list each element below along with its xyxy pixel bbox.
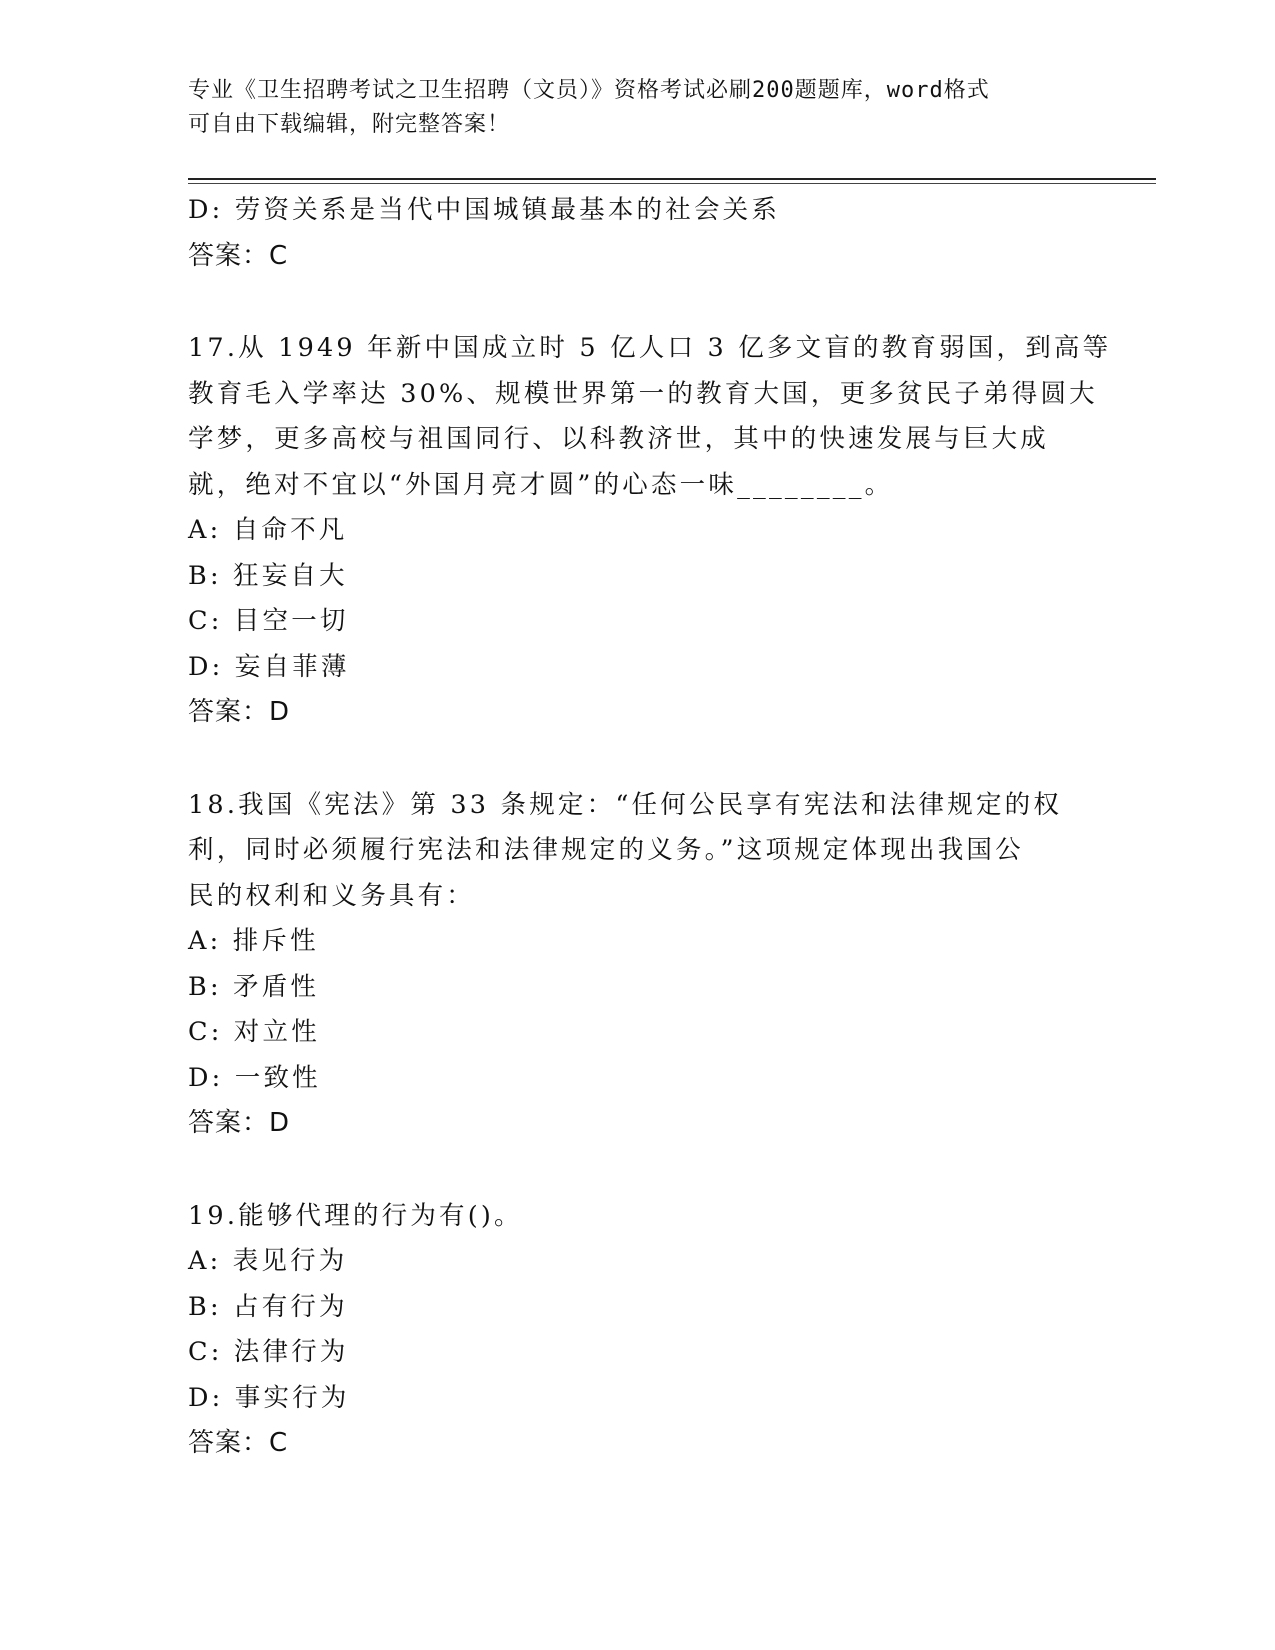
answer: 答案：C xyxy=(188,1428,289,1458)
answer: 答案：D xyxy=(188,1108,291,1138)
spacer xyxy=(188,736,1088,783)
header-title-line-2: 可自由下载编辑，附完整答案！ xyxy=(188,112,511,137)
question-18 xyxy=(188,783,1088,1147)
header-title-line-1: 专业《卫生招聘考试之卫生招聘（文员）》资格考试必刷200题题库，word格式 xyxy=(188,78,990,103)
option-b: B: 占有行为 xyxy=(188,1291,348,1322)
question-stem-line: 民的权利和义务具有： xyxy=(188,880,476,911)
option-d: D: 劳资关系是当代中国城镇最基本的社会关系 xyxy=(188,195,781,225)
option-a: A: 表见行为 xyxy=(188,1246,348,1276)
spacer xyxy=(188,1147,1088,1194)
option-d: D: 妄自菲薄 xyxy=(188,651,350,682)
question-stem-line: 利，同时必须履行宪法和法律规定的义务。”这项规定体现出我国公 xyxy=(188,835,1024,865)
option-a: A: 自命不凡 xyxy=(188,515,348,545)
document-header xyxy=(188,74,1088,142)
question-19 xyxy=(188,1194,1088,1467)
spacer xyxy=(188,279,1088,326)
question-stem-line: 18.我国《宪法》第 33 条规定：“任何公民享有宪法和法律规定的权 xyxy=(188,789,1063,820)
question-stem-line: 就，绝对不宜以“外国月亮才圆”的心态一味________。 xyxy=(188,469,894,500)
answer: 答案：D xyxy=(188,697,291,727)
question-stem-line: 17.从 1949 年新中国成立时 5 亿人口 3 亿多文盲的教育弱国，到高等 xyxy=(188,333,1112,363)
answer: 答案：C xyxy=(188,240,289,271)
header-divider-thick xyxy=(188,178,1156,180)
option-a: A: 排斥性 xyxy=(188,926,319,956)
option-b: B: 狂妄自大 xyxy=(188,560,348,591)
question-17 xyxy=(188,326,1112,736)
question-stem-line: 教育毛入学率达 30%、规模世界第一的教育大国，更多贫民子弟得圆大 xyxy=(188,378,1098,409)
question-list xyxy=(188,188,1112,1467)
option-c: C: 对立性 xyxy=(188,1017,320,1047)
option-c: C: 法律行为 xyxy=(188,1337,349,1367)
option-d: D: 事实行为 xyxy=(188,1382,350,1413)
option-c: C: 目空一切 xyxy=(188,606,349,636)
question-stem-line: 学梦，更多高校与祖国同行、以科教济世，其中的快速发展与巨大成 xyxy=(188,424,1050,454)
question-stem-line: 19.能够代理的行为有()。 xyxy=(188,1200,523,1231)
option-d: D: 一致性 xyxy=(188,1062,321,1093)
header-divider-thin xyxy=(188,183,1156,184)
option-b: B: 矛盾性 xyxy=(188,971,320,1002)
question-16-tail xyxy=(188,188,1088,279)
